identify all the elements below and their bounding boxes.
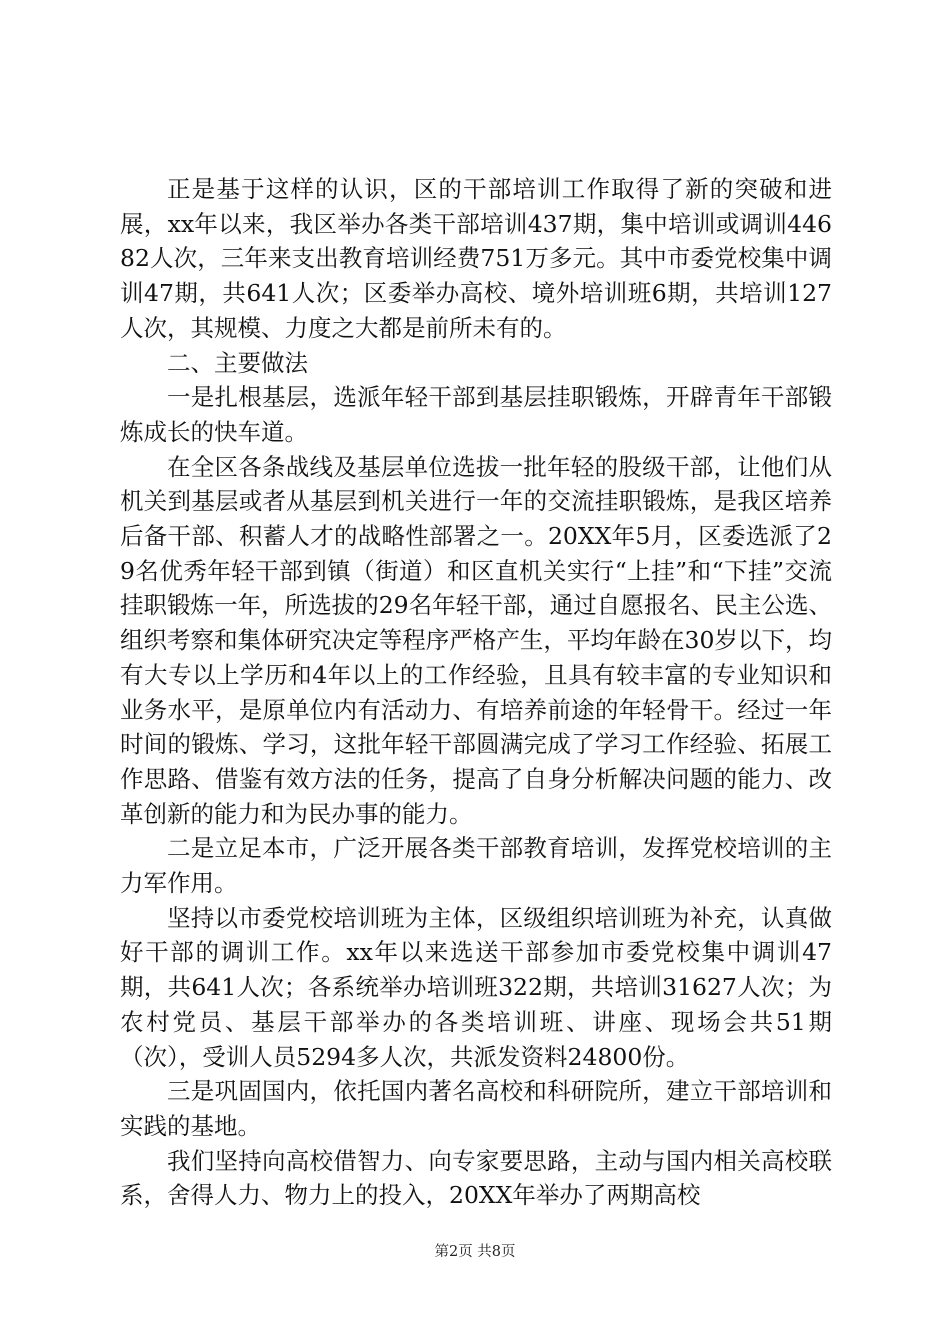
paragraph-point-one-body: 在全区各条战线及基层单位选拔一批年轻的股级干部，让他们从机关到基层或者从基层到机关进行一年的交流挂职锻炼，是我区培养后备干部、积蓄人才的战略性部署之一。20XX年5月，区委选派了29名优秀年轻干部到镇（街道）和区直机关实行“上挂”和“下挂”交流挂职锻炼一年，所选拔的29名年轻干部，通过自愿报名、民主公选、组织考察和集体研究决定等程序严格产生，平均年龄在30岁以下，均有大专以上学历和4年以上的工作经验，且具有较丰富的专业知识和业务水平，是原单位内有活动力、有培养前途的年轻骨干。经过一年时间的锻炼、学习，这批年轻干部圆满完成了学习工作经验、拓展工作思路、借鉴有效方法的任务，提高了自身分析解决问题的能力、改革创新的能力和为民办事的能力。 xyxy=(120,452,832,828)
section-heading-main-practices: 二、主要做法 xyxy=(167,348,308,377)
paragraph-point-three-body: 我们坚持向高校借智力、向专家要思路，主动与国内相关高校联系，舍得人力、物力上的投入，20XX年举办了两期高校 xyxy=(120,1146,832,1210)
document-body xyxy=(120,172,832,1213)
paragraph-point-two-body: 坚持以市委党校培训班为主体，区级组织培训班为补充，认真做好干部的调训工作。xx年以来选送干部参加市委党校集中调训47期，共641人次；各系统举办培训班322期，共培训31627人次；为农村党员、基层干部举办的各类培训班、讲座、现场会共51期（次），受训人员5294多人次，共派发资料24800份。 xyxy=(120,903,832,1071)
paragraph-summary: 正是基于这样的认识，区的干部培训工作取得了新的突破和进展，xx年以来，我区举办各类干部培训437期，集中培训或调训44682人次，三年来支出教育培训经费751万多元。其中市委党校集中调训47期，共641人次；区委举办高校、境外培训班6期，共培训127人次，其规模、力度之大都是前所未有的。 xyxy=(120,175,832,342)
paragraph-point-one-heading: 一是扎根基层，选派年轻干部到基层挂职锻炼，开辟青年干部锻炼成长的快车道。 xyxy=(120,383,832,446)
paragraph-point-two-heading: 二是立足本市，广泛开展各类干部教育培训，发挥党校培训的主力军作用。 xyxy=(120,834,832,898)
paragraph-point-three-heading: 三是巩固国内，依托国内著名高校和科研院所，建立干部培训和实践的基地。 xyxy=(120,1077,832,1140)
page-number-footer: 第2页 共8页 xyxy=(434,1244,516,1260)
